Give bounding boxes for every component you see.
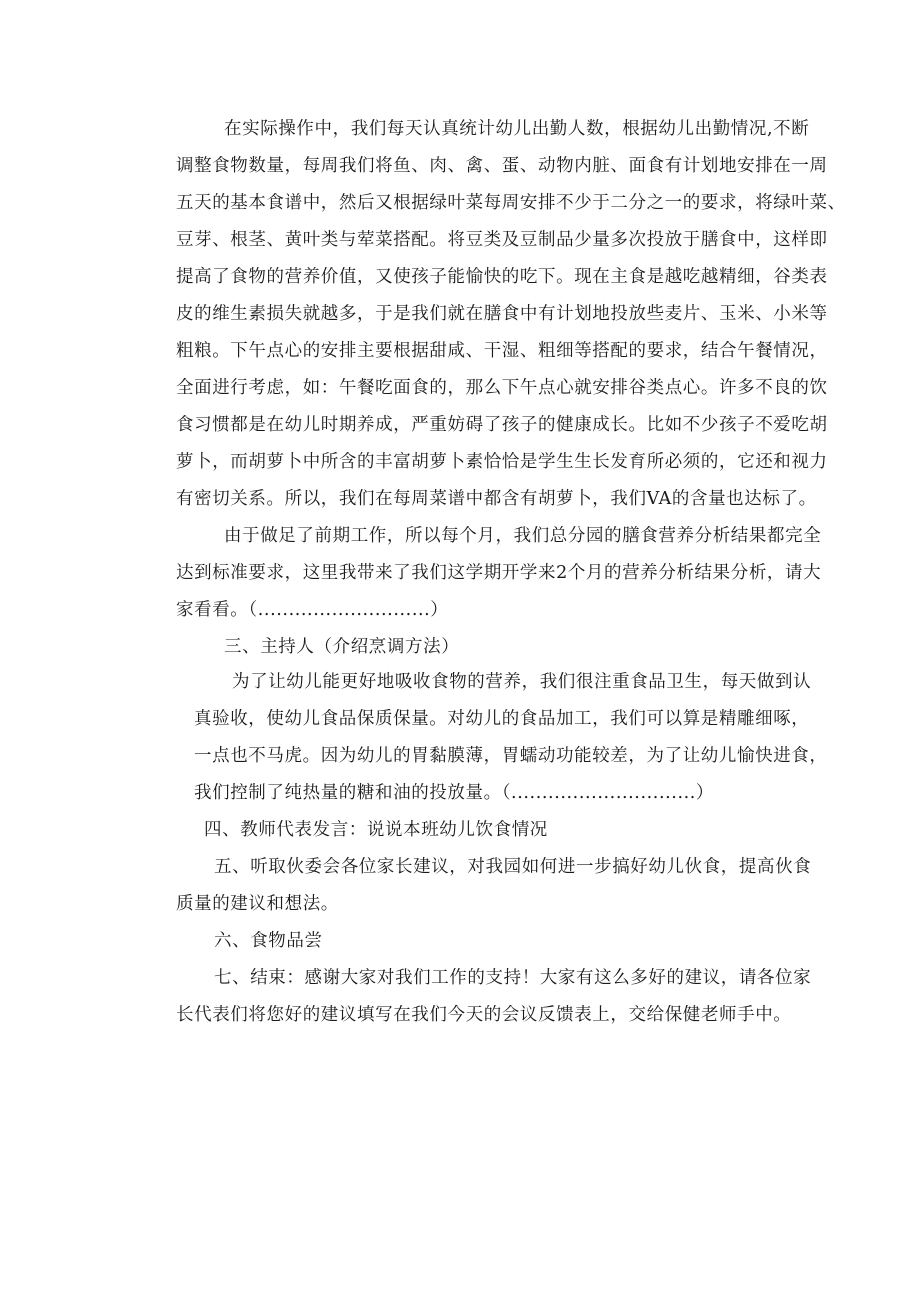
- text-line: 皮的维生素损失就越多，于是我们就在膳食中有计划地投放些麦片、玉米、小米等: [176, 304, 828, 324]
- text-line: 有密切关系。所以，我们在每周菜谱中都含有胡萝卜，我们VA的含量也达标了。: [176, 489, 817, 509]
- section-heading: 三、主持人（介绍烹调方法）: [224, 637, 460, 657]
- text-line: 家看看。（............................）: [176, 600, 449, 620]
- text-line: 质量的建议和想法。: [176, 894, 339, 914]
- text-line: 五天的基本食谱中，然后又根据绿叶菜每周安排不少于二分之一的要求，将绿叶菜、: [176, 193, 846, 213]
- text-line: 为了让幼儿能更好地吸收食物的营养，我们很注重食品卫生，每天做到认: [232, 672, 812, 692]
- text-line: 一点也不马虎。因为幼儿的胃黏膜薄，胃蠕动功能较差，为了让幼儿愉快进食，: [194, 746, 828, 766]
- text-line: 粗粮。下午点心的安排主要根据甜咸、干湿、粗细等搭配的要求，结合午餐情况，: [176, 341, 828, 361]
- text-line: 长代表们将您好的建议填写在我们今天的会议反馈表上，交给保健老师手中。: [176, 1005, 792, 1025]
- text-line: 我们控制了纯热量的糖和油的投放量。（..............................）: [194, 783, 715, 803]
- text-line: 全面进行考虑，如：午餐吃面食的，那么下午点心就安排谷类点心。许多不良的饮: [176, 378, 828, 398]
- section-heading: 四、教师代表发言：说说本班幼儿饮食情况: [204, 820, 548, 840]
- text-line: 在实际操作中，我们每天认真统计幼儿出勤人数，根据幼儿出勤情况,不断: [224, 119, 810, 139]
- text-line: 由于做足了前期工作，所以每个月，我们总分园的膳食营养分析结果都完全: [224, 526, 822, 546]
- text-line: 豆芽、根茎、黄叶类与荤菜搭配。将豆类及豆制品少量多次投放于膳食中，这样即: [176, 230, 828, 250]
- section-heading: 六、食物品尝: [214, 931, 323, 951]
- section-heading: 五、听取伙委会各位家长建议，对我园如何进一步搞好幼儿伙食，提高伙食: [214, 857, 812, 877]
- text-line: 真验收，使幼儿食品保质保量。对幼儿的食品加工，我们可以算是精雕细啄，: [194, 709, 810, 729]
- text-line: 萝卜，而胡萝卜中所含的丰富胡萝卜素恰恰是学生生长发育所必须的，它还和视力: [176, 452, 828, 472]
- section-heading: 七、结束：感谢大家对我们工作的支持！大家有这么多好的建议，请各位家: [214, 968, 812, 988]
- text-line: 食习惯都是在幼儿时期养成，严重妨碍了孩子的健康成长。比如不少孩子不爱吃胡: [176, 415, 828, 435]
- text-line: 调整食物数量，每周我们将鱼、肉、禽、蛋、动物内脏、面食有计划地安排在一周: [176, 156, 828, 176]
- text-line: 达到标准要求，这里我带来了我们这学期开学来2个月的营养分析结果分析，请大: [176, 563, 822, 583]
- text-line: 提高了食物的营养价值，又使孩子能愉快的吃下。现在主食是越吃越精细，谷类表: [176, 267, 828, 287]
